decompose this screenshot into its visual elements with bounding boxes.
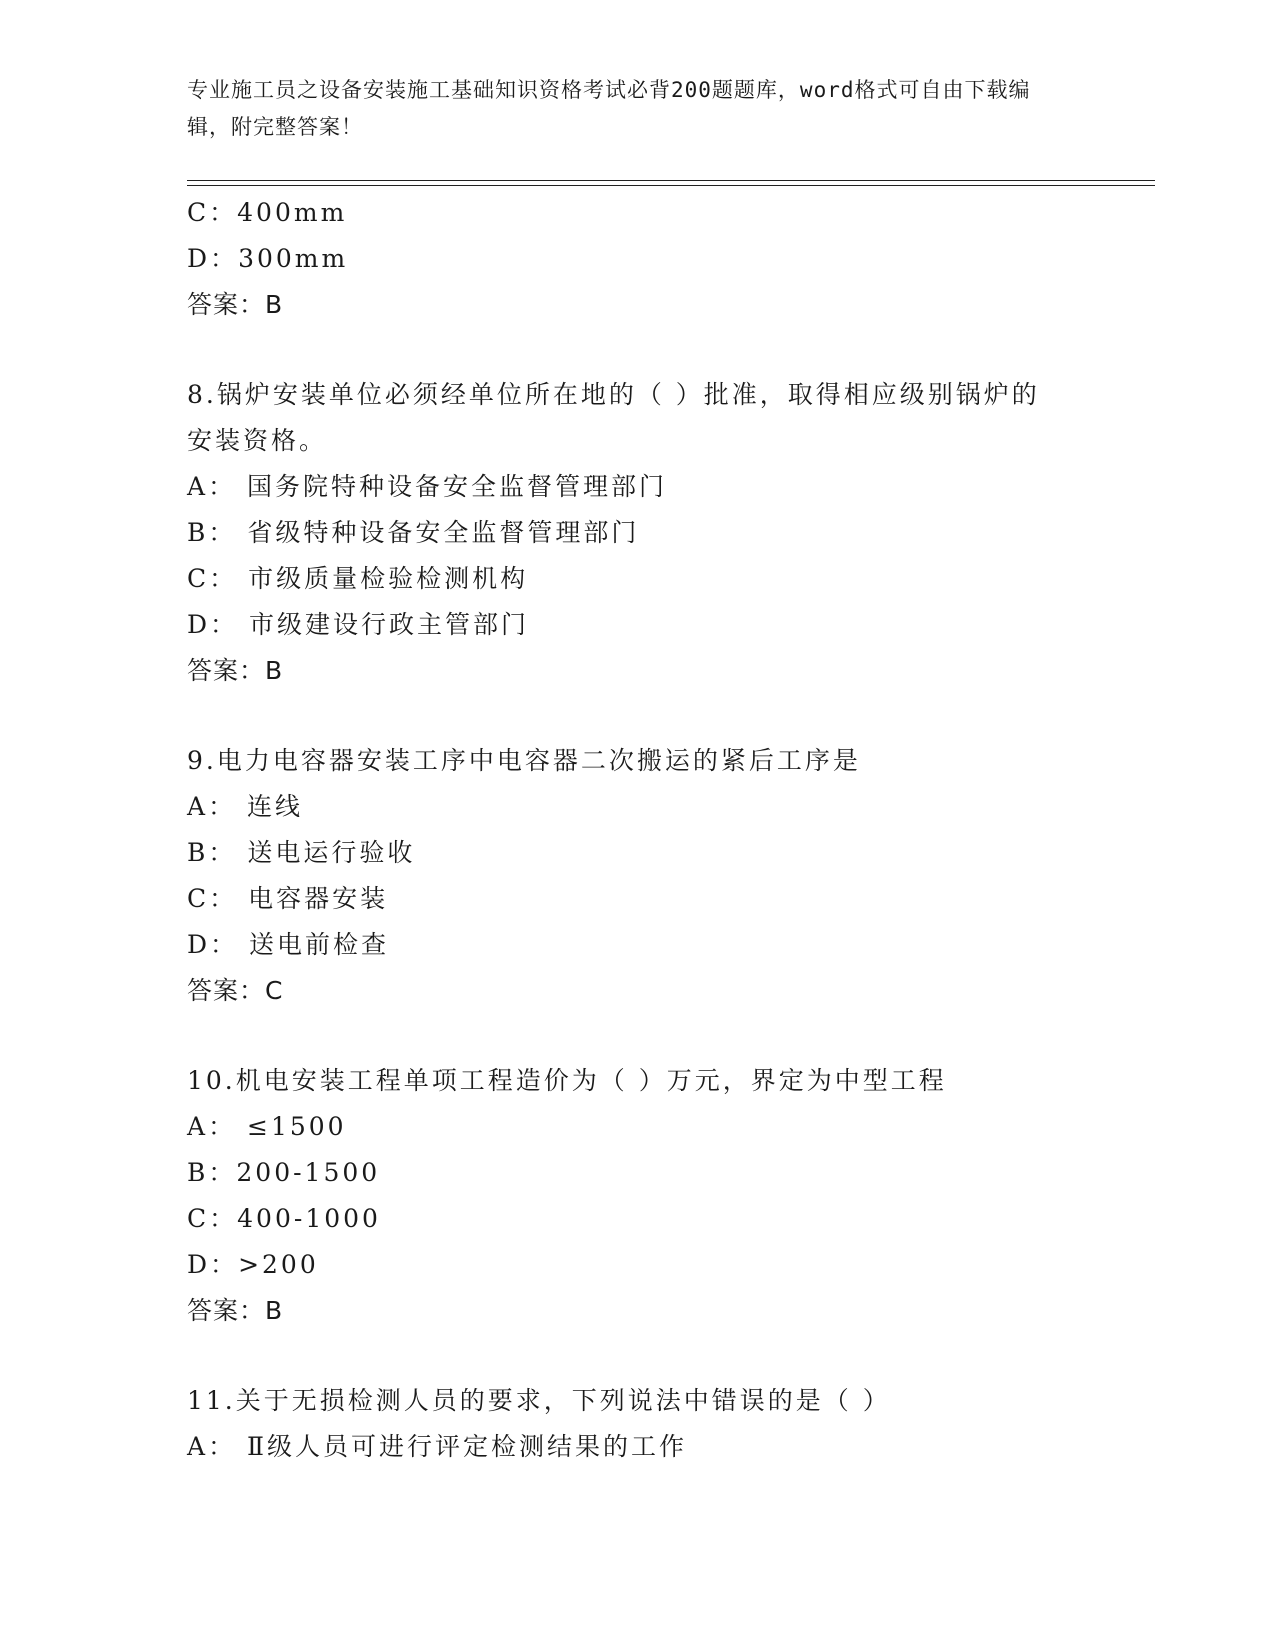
question-title: 8.锅炉安装单位必须经单位所在地的（ ）批准，取得相应级别锅炉的 <box>187 380 1040 409</box>
option-a: A： 连线 <box>187 792 304 821</box>
spacer <box>187 328 1117 372</box>
answer-line: 答案：C <box>187 976 284 1005</box>
question-title-continued: 安装资格。 <box>187 426 328 455</box>
question-title: 9.电力电容器安装工序中电容器二次搬运的紧后工序是 <box>187 746 861 775</box>
header-rule-bottom <box>187 185 1155 186</box>
spacer <box>187 1014 1117 1058</box>
option-b: B：200-1500 <box>187 1158 381 1187</box>
spacer <box>187 694 1117 738</box>
header-title: 专业施工员之设备安装施工基础知识资格考试必背200题题库，word格式可自由下载编辑，附完整答案！ <box>187 78 1031 139</box>
option-b: B： 送电运行验收 <box>187 838 416 867</box>
option-c: C：400mm <box>187 198 348 227</box>
option-d: D：>200 <box>187 1250 319 1279</box>
question-title: 10.机电安装工程单项工程造价为（ ）万元，界定为中型工程 <box>187 1066 947 1095</box>
option-c: C：400-1000 <box>187 1204 381 1233</box>
option-d: D： 市级建设行政主管部门 <box>187 610 530 639</box>
answer-line: 答案：B <box>187 656 284 685</box>
answer-line: 答案：B <box>187 290 284 319</box>
option-c: C： 电容器安装 <box>187 884 389 913</box>
answer-line: 答案：B <box>187 1296 284 1325</box>
question-title: 11.关于无损检测人员的要求，下列说法中错误的是（ ） <box>187 1386 891 1415</box>
spacer <box>187 1334 1117 1378</box>
option-a: A： 国务院特种设备安全监督管理部门 <box>187 472 668 501</box>
document-header <box>187 72 1067 146</box>
question-list <box>187 190 1117 1470</box>
option-a: A： ≤1500 <box>187 1112 347 1141</box>
option-d: D： 送电前检查 <box>187 930 390 959</box>
option-b: B： 省级特种设备安全监督管理部门 <box>187 518 640 547</box>
option-a: A： Ⅱ级人员可进行评定检测结果的工作 <box>187 1432 688 1461</box>
option-d: D：300mm <box>187 244 349 273</box>
option-c: C： 市级质量检验检测机构 <box>187 564 529 593</box>
header-rule-top <box>187 180 1155 181</box>
